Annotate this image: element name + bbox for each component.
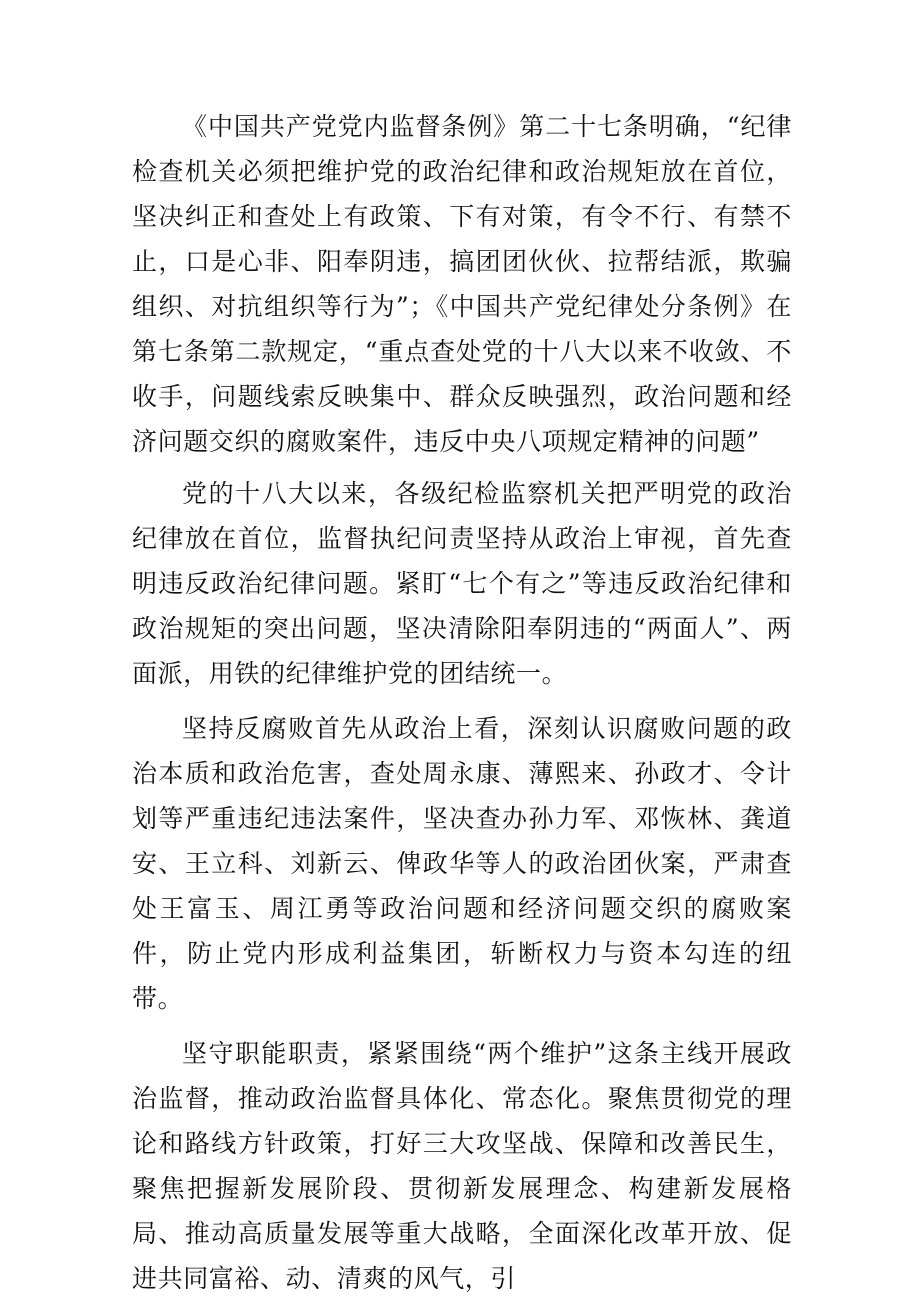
paragraph-4: 坚守职能职责，紧紧围绕“两个维护”这条主线开展政治监督，推动政治监督具体化、常态化。聚焦贯彻党的理论和路线方针政策，打好三大攻坚战、保障和改善民生，聚焦把握新发展阶段、贯彻新发展理念、构建新发展格局、推动高质量发展等重大战略，全面深化改革开放、促进共同富裕、动、清爽的风气，引 xyxy=(132,1039,792,1293)
paragraph-3: 坚持反腐败首先从政治上看，深刻认识腐败问题的政治本质和政治危害，查处周永康、薄熙来、孙政才、令计划等严重违纪违法案件，坚决查办孙力军、邓恢林、龚道安、王立科、刘新云、俾政华等人的政治团伙案，严肃查处王富玉、周江勇等政治问题和经济问题交织的腐败案件，防止党内形成利益集团，斩断权力与资本勾连的纽带。 xyxy=(132,714,792,1013)
paragraph-1: 《中国共产党党内监督条例》第二十七条明确，“纪律检查机关必须把维护党的政治纪律和政治规矩放在首位，坚决纠正和查处上有政策、下有对策，有令不行、有禁不止，口是心非、阳奉阴违，搞团团伙伙、拉帮结派，欺骗组织、对抗组织等行为”；《中国共产党纪律处分条例》在第七条第二款规定，“重点查处党的十八大以来不收敛、不收手，问题线索反映集中、群众反映强烈，政治问题和经济问题交织的腐败案件，违反中央八项规定精神的问题” xyxy=(132,112,792,456)
paragraph-2: 党的十八大以来，各级纪检监察机关把严明党的政治纪律放在首位，监督执纪问责坚持从政治上审视，首先查明违反政治纪律问题。紧盯“七个有之”等违反政治纪律和政治规矩的突出问题，坚决清除阳奉阴违的“两面人”、两面派，用铁的纪律维护党的团结统一。 xyxy=(132,479,792,688)
document-body xyxy=(132,104,792,1301)
